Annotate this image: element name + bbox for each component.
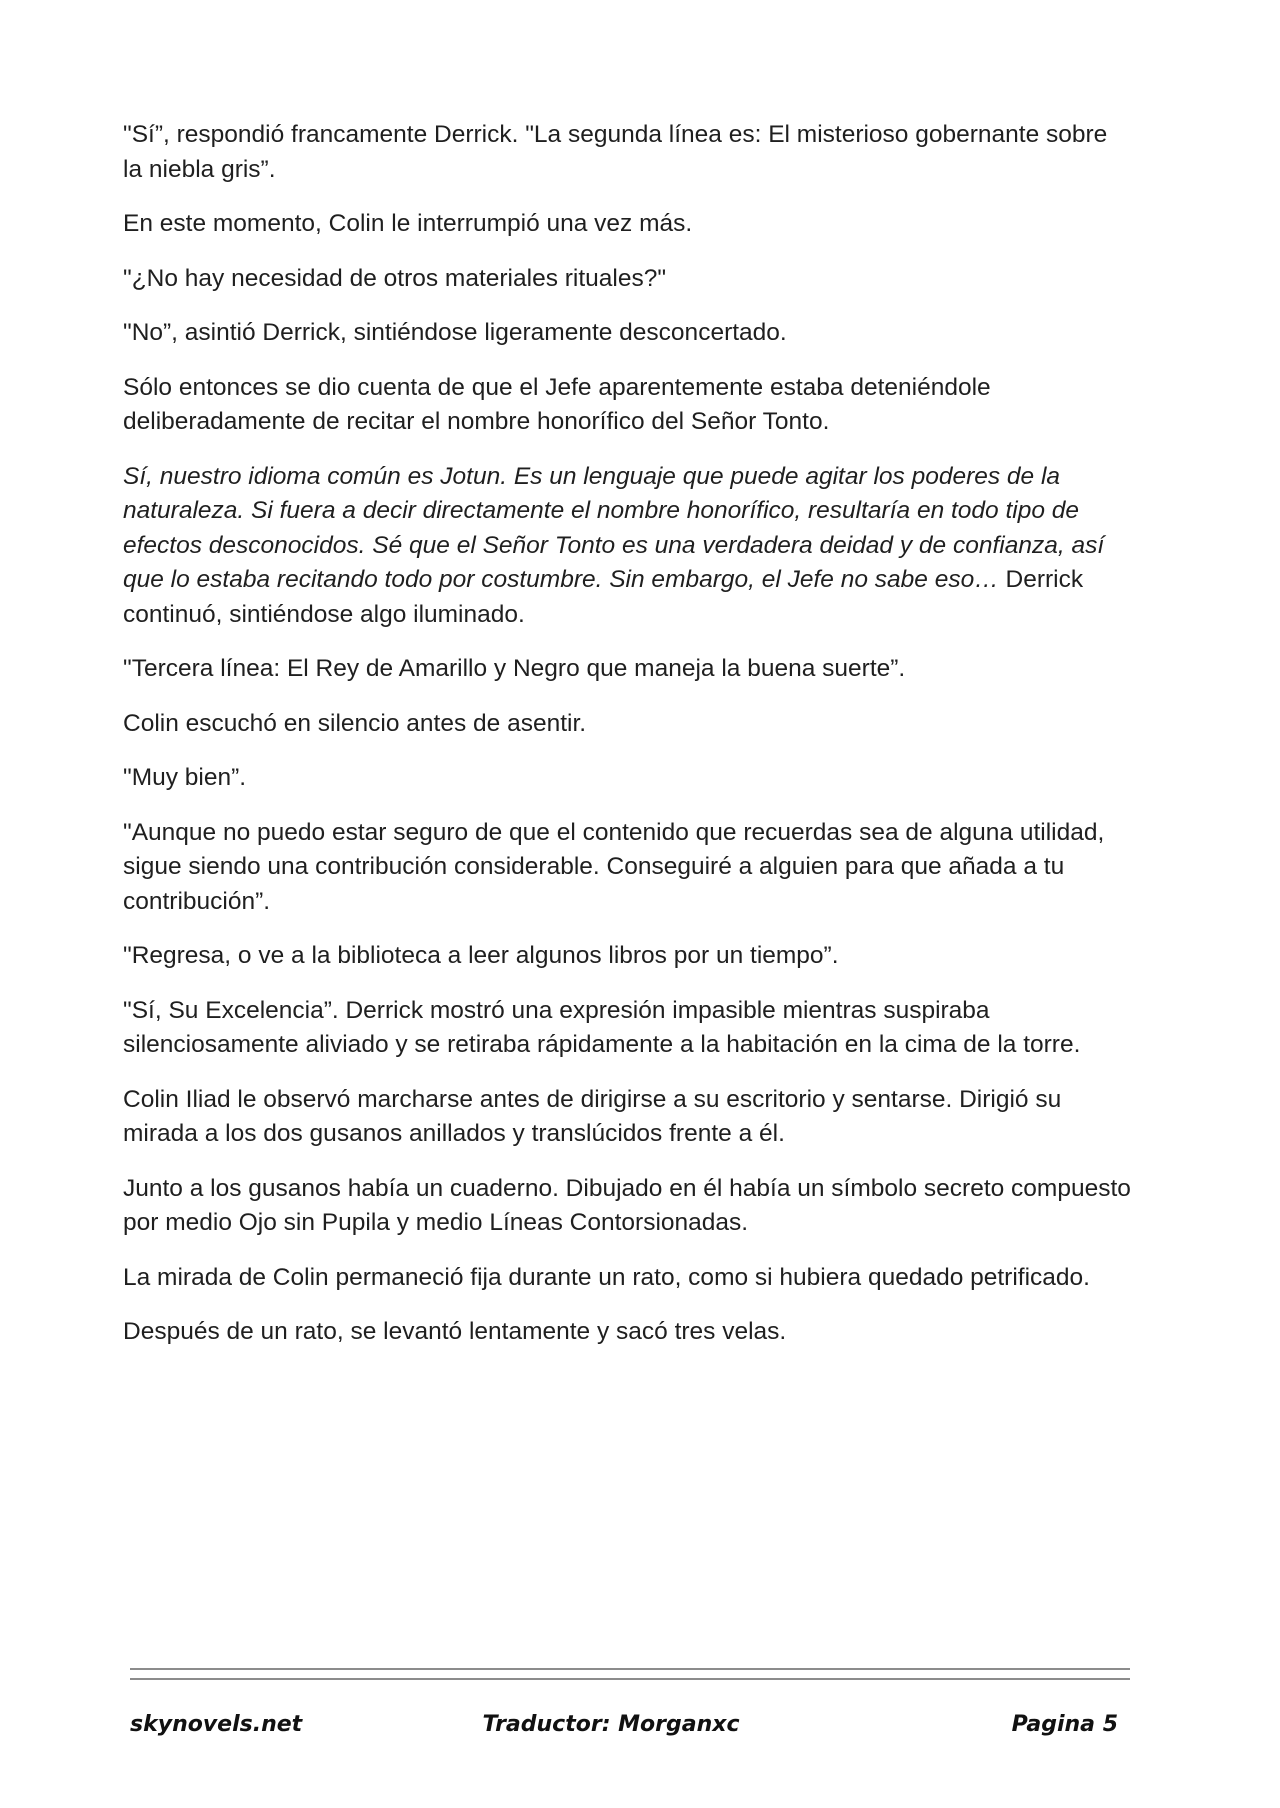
paragraph: "Sí, Su Excelencia”. Derrick mostró una expresión impasible mientras suspiraba silenciosamente aliviado y se retiraba rápidamente a la habitación en la cima de la torre. [123,996,1081,1058]
paragraph: "No”, asintió Derrick, sintiéndose ligeramente desconcertado. [123,319,787,346]
paragraph: Colin Iliad le observó marcharse antes de dirigirse a su escritorio y sentarse. Dirigió su mirada a los dos gusanos anillados y translúcidos frente a él. [123,1085,1062,1147]
paragraph: Después de un rato, se levantó lentamente y sacó tres velas. [123,1318,787,1345]
paragraph: "Muy bien”. [123,764,247,791]
footer-page-number: Pagina 5 [1011,1712,1118,1737]
paragraph: "Tercera línea: El Rey de Amarillo y Negro que maneja la buena suerte”. [123,655,906,682]
paragraph: En este momento, Colin le interrumpió una vez más. [123,210,693,237]
document-body [123,118,1133,1370]
footer-site: skynovels.net [130,1712,303,1737]
italic-thought: Sí, nuestro idioma común es Jotun. Es un lenguaje que puede agitar los poderes de la naturaleza. Si fuera a decir directamente el nombre honorífico, resultaría en todo tipo de efectos desconocidos. Sé que el Señor Tonto es una verdadera deidad y de confianza, así que lo estaba recitando todo por costumbre. Sin embargo, el Jefe no sabe eso… [123,462,1105,593]
paragraph: Junto a los gusanos había un cuaderno. Dibujado en él había un símbolo secreto compuesto por medio Ojo sin Pupila y medio Líneas Contorsionadas. [123,1174,1131,1236]
footer-rule-bottom [130,1678,1130,1680]
paragraph: "Sí”, respondió francamente Derrick. "La segunda línea es: El misterioso gobernante sobre la niebla gris”. [123,121,1108,183]
page-footer [0,1712,1280,1752]
paragraph-thought [123,460,1133,633]
footer-divider [130,1668,1130,1688]
footer-translator: Traductor: Morganxc [482,1712,740,1737]
paragraph: Sólo entonces se dio cuenta de que el Jefe aparentemente estaba deteniéndole deliberadamente de recitar el nombre honorífico del Señor Tonto. [123,373,991,435]
paragraph: Colin escuchó en silencio antes de asentir. [123,709,587,737]
paragraph-continuation: Derrick continuó, sintiéndose algo iluminado. [123,566,1084,628]
paragraph: "Regresa, o ve a la biblioteca a leer algunos libros por un tiempo”. [123,942,839,969]
paragraph: La mirada de Colin permaneció fija durante un rato, como si hubiera quedado petrificado. [123,1263,1090,1291]
paragraph: "¿No hay necesidad de otros materiales rituales?" [123,264,667,292]
paragraph: "Aunque no puedo estar seguro de que el contenido que recuerdas sea de alguna utilidad, sigue siendo una contribución considerable. Conseguiré a alguien para que añada a tu contribución”. [123,818,1105,915]
footer-rule-top [130,1668,1130,1670]
